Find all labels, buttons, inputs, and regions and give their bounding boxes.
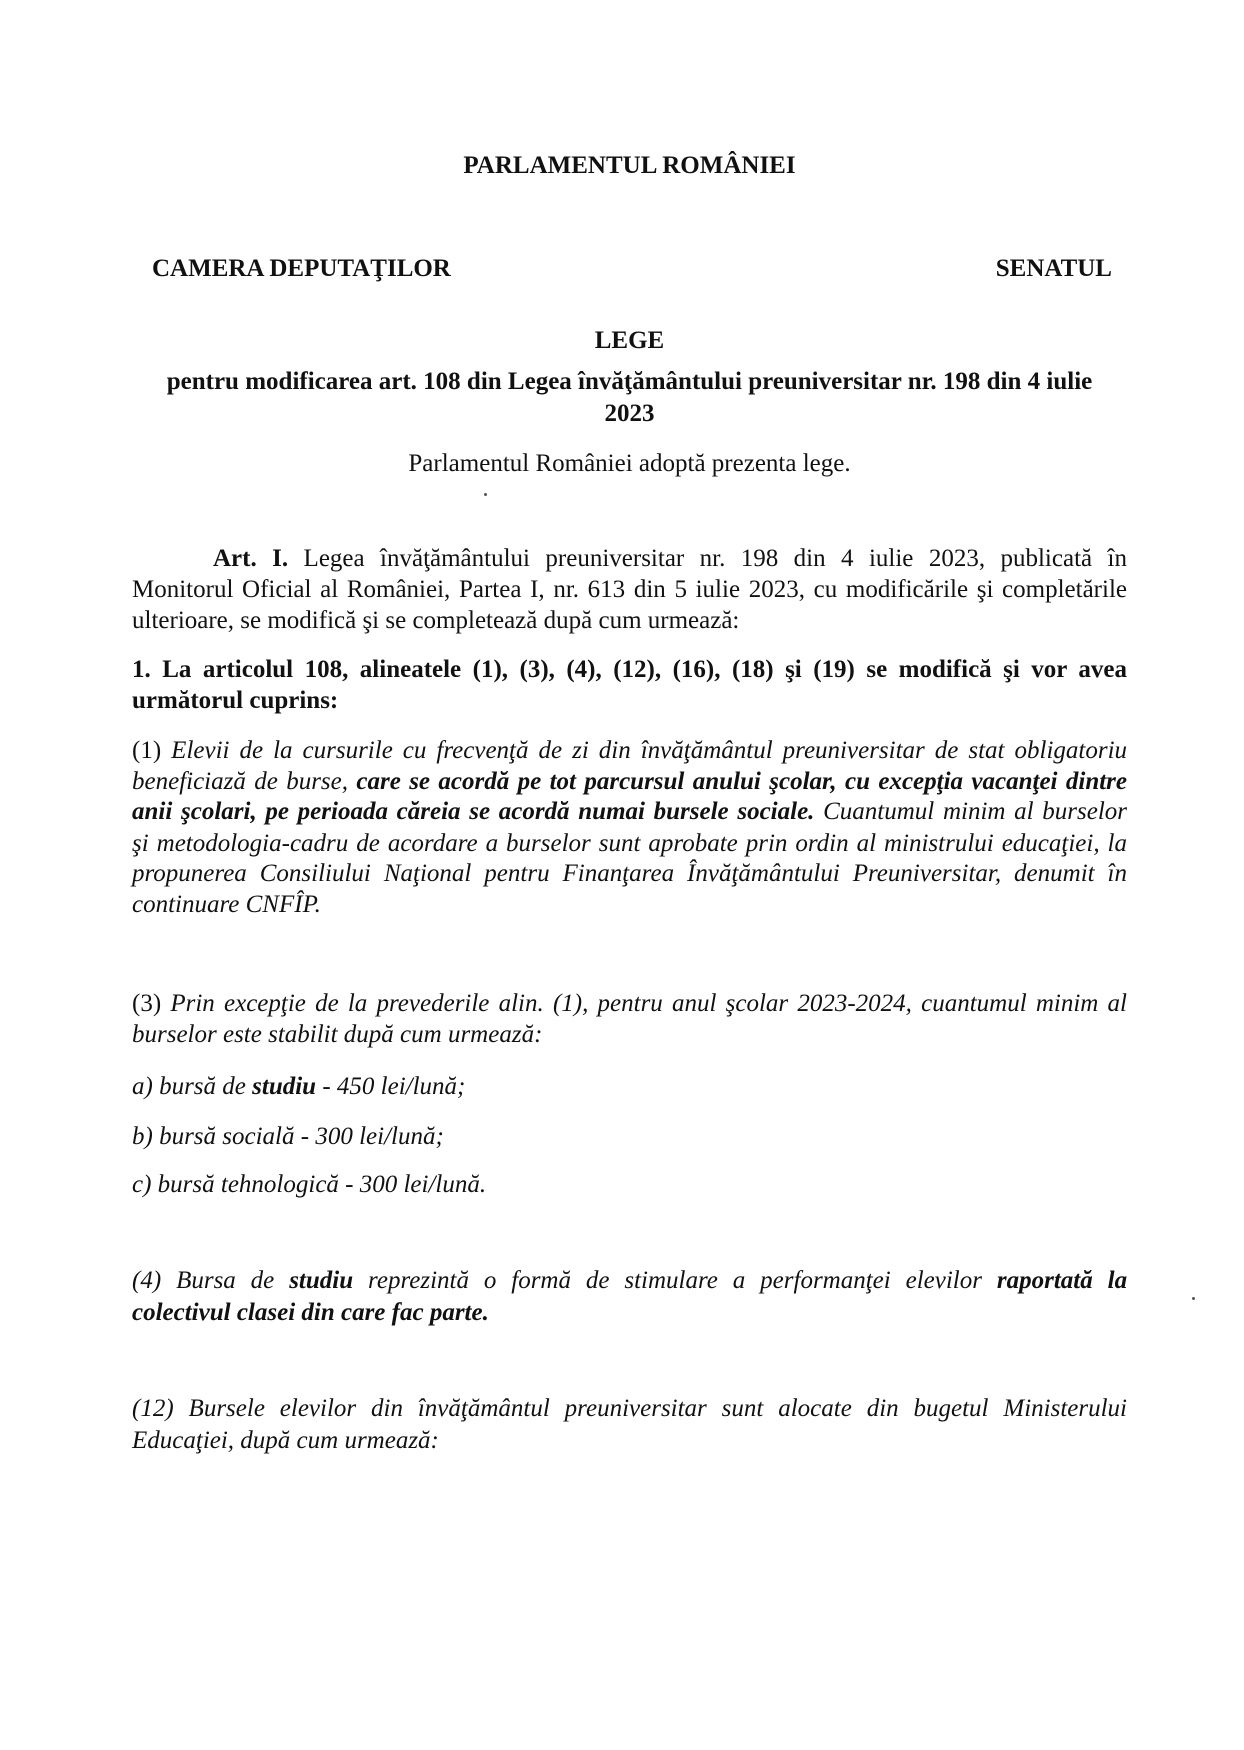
point-1-line-2: următorul cuprins:	[132, 687, 339, 714]
article-I-text: Legea învăţământului preuniversitar nr. 198 din 4 iulie 2023, publicată în	[303, 545, 1127, 572]
alin-3-item-a	[132, 1072, 1127, 1102]
alin-3-number: (3)	[132, 990, 162, 1017]
alin-3-item-c: c) bursă tehnologică - 300 lei/lună.	[132, 1171, 487, 1198]
alin-1-line-6: continuare CNFÎP.	[132, 891, 321, 918]
alin-4-emphasis: raportată la	[996, 1267, 1128, 1294]
alin-4-line-2: colectivul clasei din care fac parte.	[132, 1299, 489, 1326]
senate-label: SENATUL	[995, 255, 1112, 282]
adoption-formula: Parlamentul României adoptă prezenta lege.	[408, 450, 851, 477]
alin-12-number: (12)	[132, 1395, 174, 1422]
alin-1-emphasis: care se acordă pe tot parcursul anului şcolar, cu excepţia vacanţei dintre	[356, 768, 1127, 795]
alin-1-line-3	[132, 797, 1127, 827]
alin-1-text: beneficiază de burse,	[132, 768, 349, 795]
alin-1-emphasis: anii şcolari, pe perioada căreia se acordă numai bursele sociale.	[132, 798, 815, 825]
article-I-line-1	[213, 544, 1127, 574]
item-a-emphasis: studiu	[252, 1073, 317, 1100]
alin-4-line-1	[132, 1266, 1127, 1296]
alin-3-item-b: b) bursă socială - 300 lei/lună;	[132, 1123, 444, 1150]
alin-3-line-1	[132, 989, 1127, 1019]
alin-12-text: Bursele elevilor din învăţământul preuniversitar sunt alocate din bugetul Ministerului	[188, 1395, 1127, 1422]
alin-1-line-5: propunerea Consiliului Naţional pentru Finanţarea Învăţământului Preuniversitar, denumit în	[132, 860, 1127, 887]
article-I-line-3: ulterioare, se modifică şi se completează după cum urmează:	[132, 607, 740, 634]
alin-4-number: (4)	[132, 1267, 162, 1294]
alin-3-line-2: burselor este stabilit după cum urmează:	[132, 1021, 543, 1048]
alin-4-text: reprezintă o formă de stimulare a performanţei elevilor	[368, 1267, 982, 1294]
alin-12-line-2: Educaţiei, după cum urmează:	[132, 1427, 439, 1454]
law-title-line-2: 2023	[604, 400, 655, 427]
item-a-text: a) bursă de	[132, 1073, 246, 1100]
alin-4-text: Bursa de	[176, 1267, 275, 1294]
alin-1-number: (1)	[132, 737, 162, 764]
chambers-row	[152, 254, 1112, 284]
alin-3-text: Prin excepţie de la prevederile alin. (1), pentru anul şcolar 2023-2024, cuantumul minim al	[170, 990, 1127, 1017]
alin-12-line-1	[132, 1394, 1127, 1424]
alin-1-line-2	[132, 767, 1127, 797]
alin-1-text: Cuantumul minim al burselor	[823, 798, 1128, 825]
item-a-amount: - 450 lei/lună;	[322, 1073, 466, 1100]
alin-1-text: Elevii de la cursurile cu frecvenţă de zi din învăţământul preuniversitar de stat obligatoriu	[171, 737, 1128, 764]
scan-speck	[484, 493, 487, 496]
point-1-line-1: 1. La articolul 108, alineatele (1), (3), (4), (12), (16), (18) şi (19) se modifică şi vor avea	[132, 656, 1127, 683]
scan-speck	[1192, 1297, 1195, 1300]
alin-1-line-4: şi metodologia-cadru de acordare a burselor sunt aprobate prin ordin al ministrului educaţiei, la	[132, 830, 1127, 857]
alin-1-line-1	[132, 736, 1127, 766]
law-type-heading: LEGE	[594, 327, 665, 354]
alin-4-emphasis: studiu	[289, 1267, 354, 1294]
law-title-line-1: pentru modificarea art. 108 din Legea învăţământului preuniversitar nr. 198 din 4 iulie	[166, 368, 1093, 395]
article-I-label: Art. I.	[213, 545, 289, 572]
parliament-heading: PARLAMENTUL ROMÂNIEI	[463, 152, 796, 179]
chamber-deputies-label: CAMERA DEPUTAŢILOR	[152, 255, 451, 282]
article-I-line-2: Monitorul Oficial al României, Partea I, nr. 613 din 5 iulie 2023, cu modificările şi completările	[132, 576, 1127, 603]
